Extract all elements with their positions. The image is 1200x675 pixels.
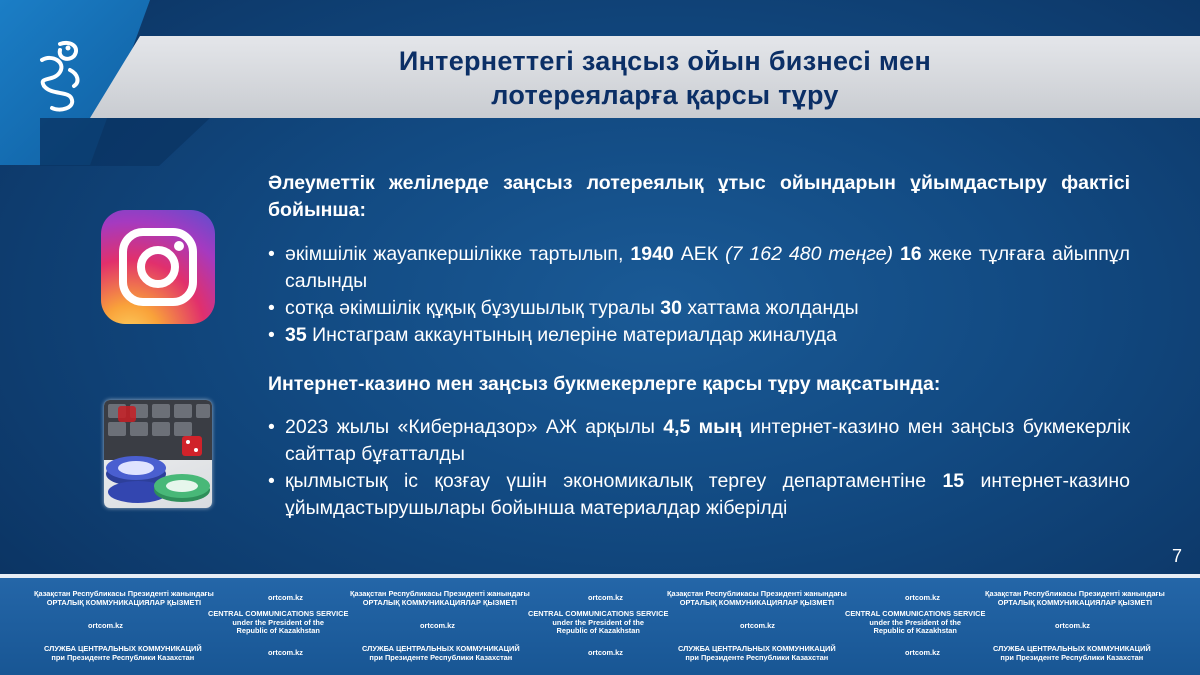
list-item-text: Инстаграм аккаунтының иелеріне материалдар жиналуда [306, 324, 837, 346]
footer-site: ortcom.kz [905, 593, 940, 602]
list-item-text: хаттама жолданды [681, 297, 859, 319]
section-heading-casino [268, 371, 1130, 398]
footer-ru-block: СЛУЖБА ЦЕНТРАЛЬНЫХ КОММУНИКАЦИЙ при Президенте Республики Казахстан [44, 644, 202, 662]
footer-kz-block: Қазақстан Республикасы Президенті жанындағы ОРТАЛЫҚ КОММУНИКАЦИЯЛАР ҚЫЗМЕТІ [667, 589, 847, 607]
footer-kz-block: Қазақстан Республикасы Президенті жанындағы ОРТАЛЫҚ КОММУНИКАЦИЯЛАР ҚЫЗМЕТІ [985, 589, 1165, 607]
main-content [268, 170, 1130, 522]
list-item-amount: (7 162 480 теңге) [725, 243, 893, 265]
casino-chips-dice-icon [104, 400, 212, 508]
title-line-1: Интернеттегі заңсыз ойын бизнесі мен [398, 46, 932, 76]
list-item-text: әкімшілік жауапкершілікке тартылып, [285, 243, 631, 265]
footer-site: ortcom.kz [268, 593, 303, 602]
list-item [268, 414, 1130, 468]
footer-en-block: CENTRAL COMMUNICATIONS SERVICE under the President of the Republic of Kazakhstan [208, 609, 349, 636]
footer-site: ortcom.kz [905, 648, 940, 657]
footer-en-block: CENTRAL COMMUNICATIONS SERVICE under the President of the Republic of Kazakhstan [528, 609, 669, 636]
instagram-icon [101, 210, 215, 324]
section-heading-social [268, 170, 1130, 224]
list-item-text: интернет-казино ұйымдастырушылары бойынша материалдар жіберілді [285, 470, 1131, 519]
list-item-number: 35 [285, 324, 307, 346]
list-item-number: 4,5 мың [663, 416, 742, 438]
list-item-number: 16 [899, 243, 922, 265]
footer-kz-block: Қазақстан Республикасы Президенті жанындағы ОРТАЛЫҚ КОММУНИКАЦИЯЛАР ҚЫЗМЕТІ [350, 589, 530, 607]
list-item-text: АЕК [673, 243, 726, 265]
footer [0, 578, 1200, 675]
instagram-glyph-icon [101, 210, 215, 324]
social-list [268, 241, 1130, 349]
list-item [268, 468, 1130, 522]
list-item-number: 30 [660, 297, 682, 319]
list-item-text: қылмыстық іс қозғау үшін экономикалық тергеу департаментіне [285, 470, 943, 492]
list-item-text: сотқа әкімшілік құқық бұзушылық туралы [285, 297, 661, 319]
page-number: 7 [1171, 546, 1182, 566]
footer-site: ortcom.kz [1055, 621, 1090, 630]
page-title [150, 44, 1180, 112]
footer-ru-block: СЛУЖБА ЦЕНТРАЛЬНЫХ КОММУНИКАЦИЙ при Президенте Республики Казахстан [993, 644, 1151, 662]
casino-illustration-icon [104, 400, 212, 508]
section-heading-casino-text: Интернет-казино мен заңсыз букмекерлерге қарсы тұру мақсатында: [268, 373, 941, 395]
footer-kz-block: Қазақстан Республикасы Президенті жанындағы ОРТАЛЫҚ КОММУНИКАЦИЯЛАР ҚЫЗМЕТІ [34, 589, 214, 607]
footer-site: ortcom.kz [588, 648, 623, 657]
list-item-number: 15 [942, 470, 965, 492]
casino-list [268, 414, 1130, 522]
footer-en-block: CENTRAL COMMUNICATIONS SERVICE under the President of the Republic of Kazakhstan [845, 609, 986, 636]
footer-site: ortcom.kz [588, 593, 623, 602]
list-item-text: жеке тұлғаға айыппұл салынды [285, 243, 1130, 292]
list-item-number: 1940 [630, 243, 674, 265]
snow-leopard-emblem-icon [30, 36, 86, 116]
list-item [268, 241, 1130, 295]
footer-ru-block: СЛУЖБА ЦЕНТРАЛЬНЫХ КОММУНИКАЦИЙ при Президенте Республики Казахстан [678, 644, 836, 662]
title-shadow-shape [40, 118, 210, 166]
footer-site: ortcom.kz [268, 648, 303, 657]
list-item [268, 322, 1130, 349]
footer-site: ortcom.kz [88, 621, 123, 630]
footer-ru-block: СЛУЖБА ЦЕНТРАЛЬНЫХ КОММУНИКАЦИЙ при Президенте Республики Казахстан [362, 644, 520, 662]
list-item-text: 2023 жылы «Кибернадзор» АЖ арқылы [285, 416, 664, 438]
list-item [268, 295, 1130, 322]
footer-site: ortcom.kz [740, 621, 775, 630]
list-item-text: интернет-казино мен заңсыз букмекерлік сайттар бұғатталды [285, 416, 1130, 465]
footer-site: ortcom.kz [420, 621, 455, 630]
title-line-2: лотереяларға қарсы тұру [491, 80, 839, 110]
section-heading-social-text: Әлеуметтік желілерде заңсыз лотереялық ұтыс ойындарын ұйымдастыру фактісі бойынша: [268, 172, 1130, 221]
